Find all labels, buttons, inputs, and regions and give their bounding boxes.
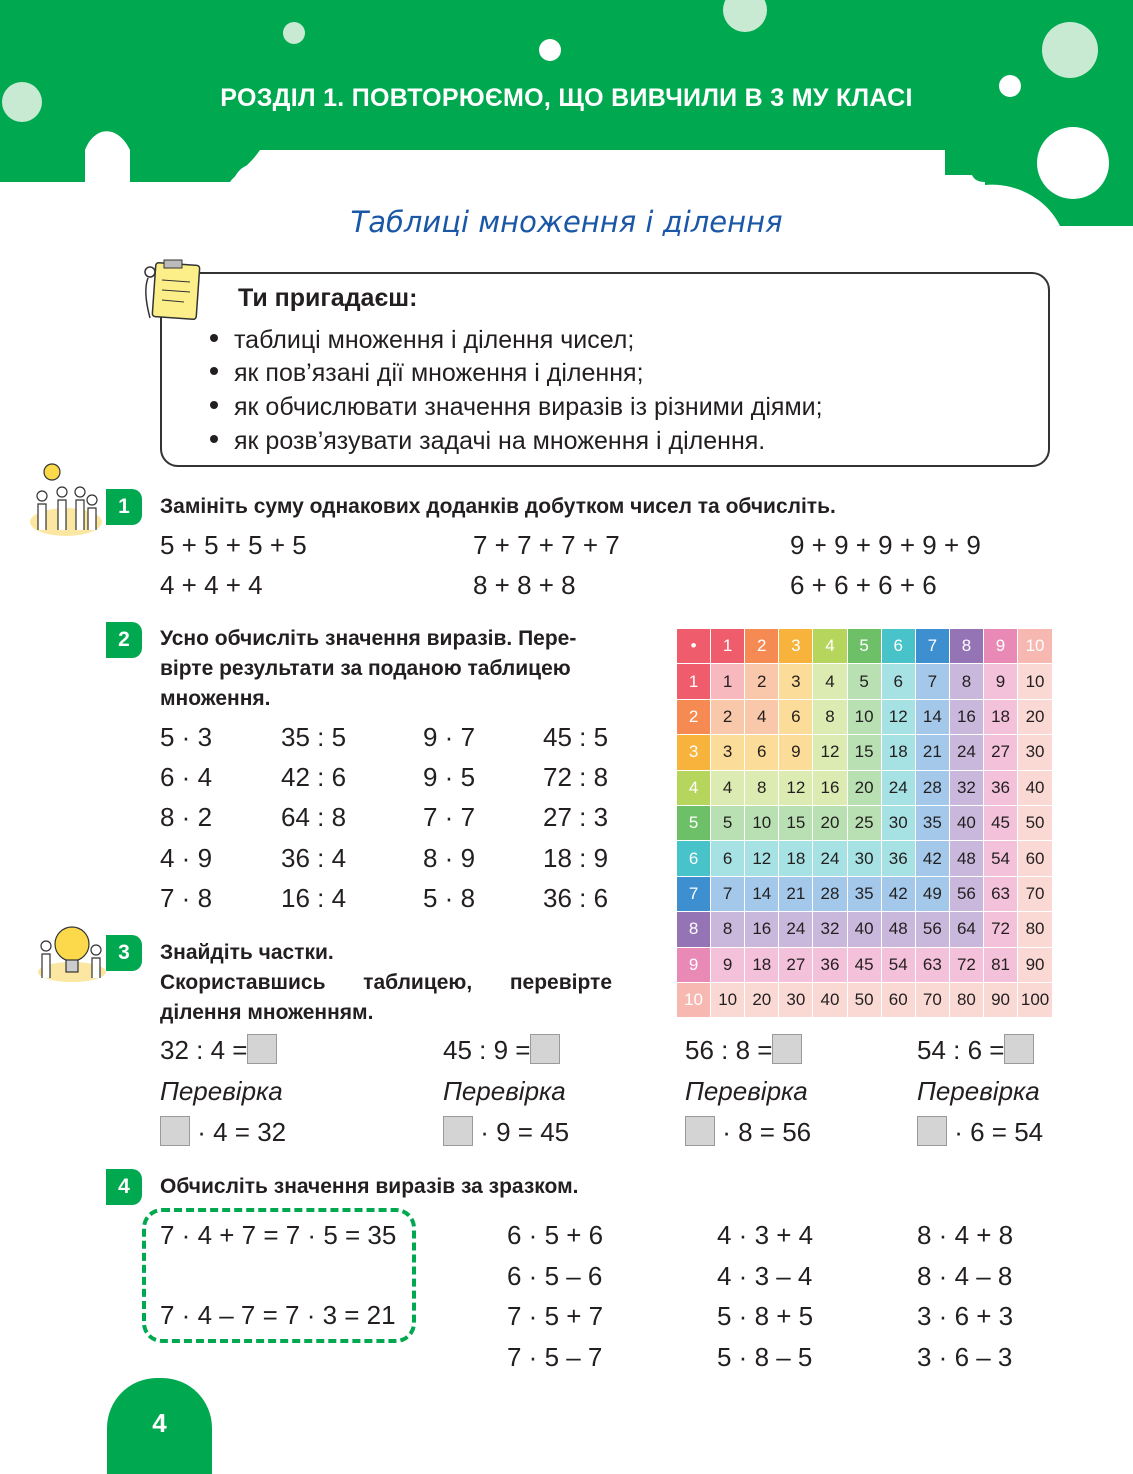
table-cell: 18 <box>745 947 779 982</box>
table-cell: 24 <box>881 770 915 805</box>
recall-title: Ти пригадаєш: <box>238 284 418 312</box>
table-cell: 80 <box>949 982 983 1017</box>
multiplication-table <box>676 628 1053 1018</box>
expression: 6 + 6 + 6 + 6 <box>790 570 937 600</box>
table-cell: 28 <box>915 770 949 805</box>
table-cell: 54 <box>881 947 915 982</box>
table-cell: 35 <box>847 876 881 911</box>
table-header: 1 <box>711 629 745 664</box>
sticky-note-icon <box>140 258 202 324</box>
table-cell: 10 <box>847 699 881 734</box>
table-header: 2 <box>745 629 779 664</box>
table-cell: 2 <box>745 664 779 699</box>
answer-box[interactable] <box>1004 1034 1034 1064</box>
table-cell: 30 <box>847 841 881 876</box>
expression: 64 : 8 <box>281 802 347 832</box>
table-cell: 63 <box>983 876 1017 911</box>
task-instruction: Обчисліть значення виразів за зразком. <box>160 1175 579 1198</box>
table-cell: 6 <box>745 735 779 770</box>
table-cell: 8 <box>813 699 847 734</box>
answer-box[interactable] <box>917 1116 947 1146</box>
expression: 8 · 2 <box>160 802 213 832</box>
expression: 8 · 9 <box>423 843 476 873</box>
table-cell: 8 <box>745 770 779 805</box>
table-cell: 9 <box>983 664 1017 699</box>
table-cell: 6 <box>779 699 813 734</box>
table-cell: 50 <box>1018 805 1053 840</box>
expression: 7 · 7 <box>423 802 476 832</box>
table-cell: 20 <box>813 805 847 840</box>
expression: 5 · 8 + 5 <box>717 1301 814 1331</box>
table-cell: 16 <box>745 912 779 947</box>
chapter-title: РОЗДІЛ 1. ПОВТОРЮЄМО, ЩО ВИВЧИЛИ В 3 МУ КЛАСІ <box>220 84 913 112</box>
table-cell: 40 <box>813 982 847 1017</box>
table-cell: 4 <box>711 770 745 805</box>
table-cell: 90 <box>1018 947 1053 982</box>
table-header: 7 <box>915 629 949 664</box>
recall-item: як обчислювати значення виразів із різними діями; <box>210 391 823 424</box>
lightbulb-people-icon <box>36 922 106 982</box>
expression: 7 · 5 – 7 <box>507 1342 603 1372</box>
table-cell: 9 <box>779 735 813 770</box>
table-cell: 3 <box>711 735 745 770</box>
team-lightbulb-icon <box>28 460 104 540</box>
expression: 35 : 5 <box>281 722 347 752</box>
check-expression: · 6 = 54 <box>917 1117 1043 1149</box>
expression: 8 · 4 + 8 <box>917 1220 1014 1250</box>
sample-expression: 7 · 4 + 7 = 7 · 5 = 35 <box>160 1220 397 1250</box>
topic-title: Таблиці множення і ділення <box>350 205 783 239</box>
table-cell: 24 <box>779 912 813 947</box>
check-expression: · 4 = 32 <box>160 1117 286 1149</box>
check-label: Перевірка <box>160 1076 283 1106</box>
table-cell: 18 <box>779 841 813 876</box>
answer-box[interactable] <box>443 1116 473 1146</box>
table-header: 8 <box>949 629 983 664</box>
recall-item: як пов’язані дії множення і ділення; <box>210 357 644 390</box>
table-cell: 6 <box>711 841 745 876</box>
table-cell: 54 <box>983 841 1017 876</box>
expression: 3 · 6 + 3 <box>917 1301 1014 1331</box>
table-cell: 12 <box>881 699 915 734</box>
sample-expression: 7 · 4 – 7 = 7 · 3 = 21 <box>160 1300 396 1330</box>
table-cell: 5 <box>847 664 881 699</box>
answer-box[interactable] <box>160 1116 190 1146</box>
table-cell: 50 <box>847 982 881 1017</box>
table-cell: 10 <box>1018 664 1053 699</box>
table-header: 10 <box>677 982 711 1017</box>
table-cell: 6 <box>881 664 915 699</box>
table-cell: 12 <box>813 735 847 770</box>
table-header: 5 <box>677 805 711 840</box>
expression: 36 : 6 <box>543 883 609 913</box>
check-expression: · 9 = 45 <box>443 1117 569 1149</box>
table-header: 9 <box>677 947 711 982</box>
table-cell: 72 <box>949 947 983 982</box>
table-cell: 21 <box>915 735 949 770</box>
task-instruction: Замініть суму однакових доданків добутком чисел та обчисліть. <box>160 495 836 518</box>
table-cell: 4 <box>813 664 847 699</box>
table-header: 3 <box>779 629 813 664</box>
expression: 5 · 8 <box>423 883 476 913</box>
expression: 7 · 5 + 7 <box>507 1301 604 1331</box>
expression: 36 : 4 <box>281 843 347 873</box>
table-cell: 81 <box>983 947 1017 982</box>
table-header: 5 <box>847 629 881 664</box>
expression: 16 : 4 <box>281 883 347 913</box>
expression: 6 · 5 – 6 <box>507 1261 603 1291</box>
table-cell: 42 <box>915 841 949 876</box>
table-cell: 9 <box>711 947 745 982</box>
table-cell: 32 <box>949 770 983 805</box>
expression: 3 · 6 – 3 <box>917 1342 1013 1372</box>
table-cell: 36 <box>881 841 915 876</box>
table-header: 4 <box>813 629 847 664</box>
table-cell: 8 <box>711 912 745 947</box>
table-cell: 70 <box>1018 876 1053 911</box>
expression: 8 · 4 – 8 <box>917 1261 1013 1291</box>
table-cell: 16 <box>813 770 847 805</box>
expression: 27 : 3 <box>543 802 609 832</box>
table-header: 6 <box>881 629 915 664</box>
expression: 4 · 9 <box>160 843 213 873</box>
recall-item: таблиці множення і ділення чисел; <box>210 324 634 357</box>
table-cell: 64 <box>949 912 983 947</box>
table-header: 1 <box>677 664 711 699</box>
table-cell: 20 <box>745 982 779 1017</box>
table-cell: 21 <box>779 876 813 911</box>
expression: 4 · 3 – 4 <box>717 1261 813 1291</box>
expression: 4 + 4 + 4 <box>160 570 263 600</box>
check-label: Перевірка <box>685 1076 808 1106</box>
expression: 9 · 7 <box>423 722 476 752</box>
table-cell: 25 <box>847 805 881 840</box>
table-cell: 32 <box>813 912 847 947</box>
division-expression: 32 : 4 = <box>160 1035 277 1067</box>
table-cell: 7 <box>711 876 745 911</box>
task-number-badge: 1 <box>106 489 142 525</box>
expression: 7 + 7 + 7 + 7 <box>473 530 620 560</box>
chapter-header-banner <box>0 0 1133 226</box>
check-label: Перевірка <box>443 1076 566 1106</box>
table-cell: 60 <box>1018 841 1053 876</box>
table-cell: 14 <box>915 699 949 734</box>
expression: 18 : 9 <box>543 843 609 873</box>
table-cell: 10 <box>745 805 779 840</box>
expression: 7 · 8 <box>160 883 213 913</box>
table-header: 4 <box>677 770 711 805</box>
table-cell: 30 <box>1018 735 1053 770</box>
table-cell: 10 <box>711 982 745 1017</box>
table-cell: 45 <box>983 805 1017 840</box>
table-cell: 18 <box>881 735 915 770</box>
expression: 6 · 4 <box>160 762 213 792</box>
table-cell: 35 <box>915 805 949 840</box>
table-cell: 18 <box>983 699 1017 734</box>
table-cell: 12 <box>745 841 779 876</box>
table-cell: 20 <box>847 770 881 805</box>
table-cell: 36 <box>813 947 847 982</box>
table-header: 9 <box>983 629 1017 664</box>
table-cell: 14 <box>745 876 779 911</box>
table-header: 8 <box>677 912 711 947</box>
expression: 4 · 3 + 4 <box>717 1220 814 1250</box>
table-header: 2 <box>677 699 711 734</box>
answer-box[interactable] <box>247 1034 277 1064</box>
table-corner: • <box>677 629 711 664</box>
expression: 5 + 5 + 5 + 5 <box>160 530 307 560</box>
task-number-badge: 2 <box>106 622 142 658</box>
table-cell: 40 <box>1018 770 1053 805</box>
table-cell: 45 <box>847 947 881 982</box>
table-header: 6 <box>677 841 711 876</box>
table-cell: 48 <box>949 841 983 876</box>
table-cell: 100 <box>1018 982 1053 1017</box>
table-cell: 8 <box>949 664 983 699</box>
table-cell: 40 <box>847 912 881 947</box>
table-header: 3 <box>677 735 711 770</box>
table-cell: 56 <box>915 912 949 947</box>
table-cell: 56 <box>949 876 983 911</box>
table-cell: 20 <box>1018 699 1053 734</box>
table-cell: 27 <box>983 735 1017 770</box>
task-number-badge: 3 <box>106 935 142 971</box>
answer-box[interactable] <box>530 1034 560 1064</box>
table-header: 7 <box>677 876 711 911</box>
recall-item: як розв’язувати задачі на множення і ділення. <box>210 425 765 458</box>
table-cell: 16 <box>949 699 983 734</box>
table-cell: 90 <box>983 982 1017 1017</box>
table-cell: 42 <box>881 876 915 911</box>
expression: 9 · 5 <box>423 762 476 792</box>
division-expression: 54 : 6 = <box>917 1035 1034 1067</box>
table-cell: 4 <box>745 699 779 734</box>
expression: 72 : 8 <box>543 762 609 792</box>
table-cell: 1 <box>711 664 745 699</box>
table-cell: 12 <box>779 770 813 805</box>
table-cell: 40 <box>949 805 983 840</box>
expression: 5 · 3 <box>160 722 213 752</box>
table-cell: 30 <box>779 982 813 1017</box>
table-header: 10 <box>1018 629 1053 664</box>
table-cell: 15 <box>847 735 881 770</box>
table-cell: 15 <box>779 805 813 840</box>
table-cell: 60 <box>881 982 915 1017</box>
table-cell: 5 <box>711 805 745 840</box>
table-cell: 70 <box>915 982 949 1017</box>
check-label: Перевірка <box>917 1076 1040 1106</box>
table-cell: 72 <box>983 912 1017 947</box>
table-cell: 36 <box>983 770 1017 805</box>
expression: 5 · 8 – 5 <box>717 1342 813 1372</box>
task-instruction: Знайдіть частки. Скориставшись таблицею, перевірте ділення множенням. <box>160 941 612 1024</box>
table-cell: 49 <box>915 876 949 911</box>
expression: 9 + 9 + 9 + 9 + 9 <box>790 530 981 560</box>
division-expression: 56 : 8 = <box>685 1035 802 1067</box>
table-cell: 2 <box>711 699 745 734</box>
table-cell: 80 <box>1018 912 1053 947</box>
table-cell: 30 <box>881 805 915 840</box>
table-cell: 28 <box>813 876 847 911</box>
task-instruction: Усно обчисліть значення виразів. Пере- вірте результати за поданою таблицею множення. <box>160 627 577 710</box>
table-cell: 63 <box>915 947 949 982</box>
table-cell: 7 <box>915 664 949 699</box>
table-cell: 24 <box>949 735 983 770</box>
expression: 42 : 6 <box>281 762 347 792</box>
table-cell: 48 <box>881 912 915 947</box>
division-expression: 45 : 9 = <box>443 1035 560 1067</box>
table-cell: 27 <box>779 947 813 982</box>
answer-box[interactable] <box>772 1034 802 1064</box>
task-number-badge: 4 <box>106 1169 142 1205</box>
expression: 45 : 5 <box>543 722 609 752</box>
expression: 6 · 5 + 6 <box>507 1220 604 1250</box>
check-expression: · 8 = 56 <box>685 1117 811 1149</box>
answer-box[interactable] <box>685 1116 715 1146</box>
table-cell: 24 <box>813 841 847 876</box>
table-cell: 3 <box>779 664 813 699</box>
page-number: 4 <box>152 1408 167 1438</box>
expression: 8 + 8 + 8 <box>473 570 576 600</box>
